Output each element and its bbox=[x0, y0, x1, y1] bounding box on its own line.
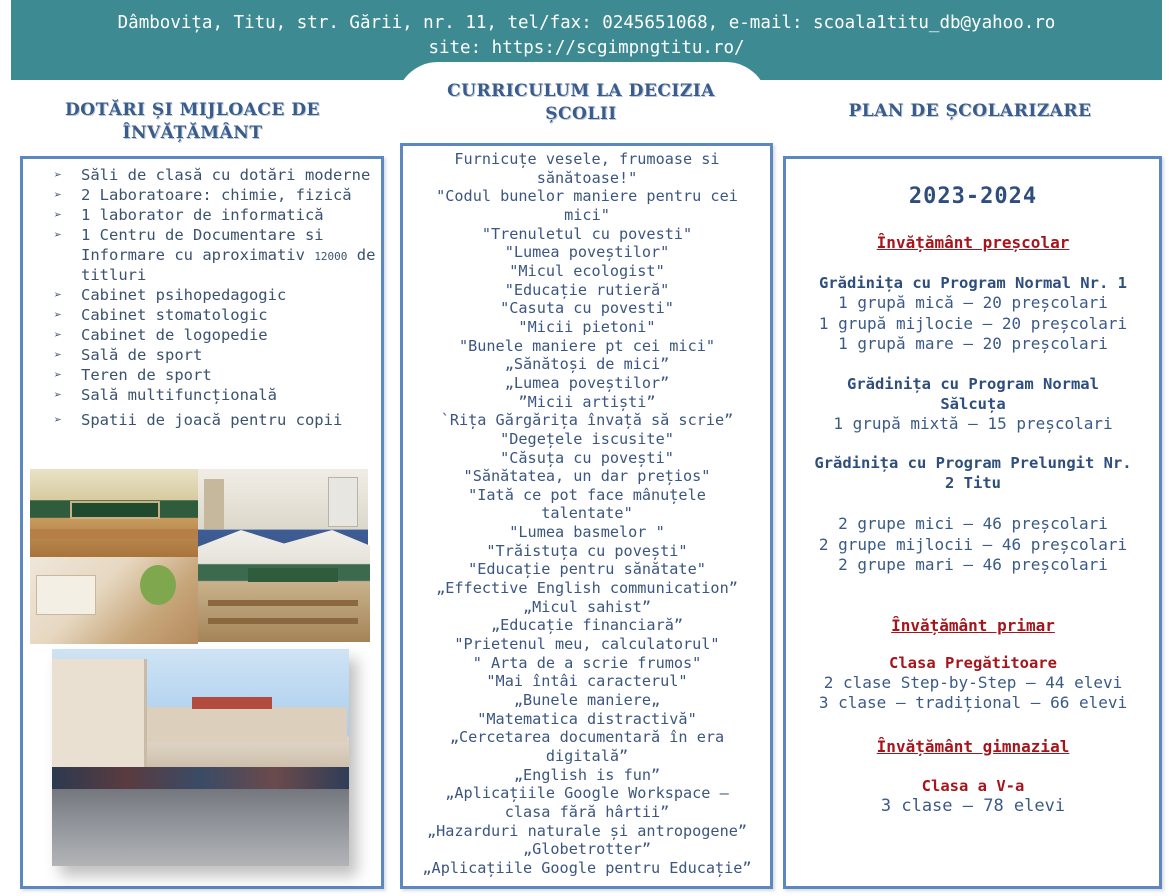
list-item: "Trăistuța cu povești" bbox=[486, 541, 688, 560]
list-item: mici" bbox=[564, 205, 610, 224]
arrow-bullet-icon: ➢ bbox=[54, 188, 62, 203]
arrow-bullet-icon: ➢ bbox=[54, 328, 62, 343]
list-item: „Sănătoși de mici” bbox=[504, 355, 670, 374]
group-line: 2 grupe mici – 46 preșcolari bbox=[838, 514, 1108, 533]
arrow-bullet-icon: ➢ bbox=[54, 208, 62, 223]
arrow-bullet-icon: ➢ bbox=[54, 412, 62, 428]
list-item: digitală” bbox=[545, 747, 629, 765]
arrow-bullet-icon: ➢ bbox=[54, 228, 62, 243]
curriculum-list bbox=[404, 150, 770, 878]
list-item: „Effective English communication” bbox=[436, 579, 738, 598]
arrow-bullet-icon: ➢ bbox=[54, 388, 62, 403]
list-item: „English is fun” bbox=[513, 765, 661, 784]
list-item: „Micul sahist” bbox=[522, 597, 651, 616]
school-year: 2023-2024 bbox=[908, 184, 1038, 209]
arrow-bullet-icon: ➢ bbox=[54, 168, 62, 183]
list-item: ➢ Cabinet stomatologic bbox=[54, 306, 268, 324]
list-item: talentate" bbox=[541, 504, 633, 523]
list-item: ➢ Săli de clasă cu dotări moderne bbox=[54, 166, 371, 184]
list-item: ➢ Sală de sport bbox=[54, 346, 203, 364]
list-item: "Micii pietoni" bbox=[518, 317, 656, 336]
list-item: `Rița Gărgărița învață să scrie” bbox=[440, 411, 734, 430]
list-item: Furnicuțe vesele, frumoase si bbox=[454, 150, 720, 168]
list-item: „Aplicațiile Google pentru Educație” bbox=[422, 858, 752, 877]
school-courtyard-photo bbox=[52, 649, 349, 866]
curriculum-title bbox=[400, 80, 762, 126]
list-item: "Codul bunelor maniere pentru cei bbox=[436, 187, 738, 206]
list-item: ➢ 1 Centru de Documentare si Informare cu aproximativ 12000 de titluri bbox=[54, 226, 376, 284]
facilities-list bbox=[54, 166, 379, 431]
facilities-title bbox=[30, 99, 355, 145]
gymnasium-heading: Învățământ gimnazial bbox=[876, 736, 1070, 756]
list-item: ➢ Cabinet de logopedie bbox=[54, 326, 268, 344]
list-item: "Micul ecologist" bbox=[509, 261, 665, 280]
list-item: "Educație rutieră" bbox=[504, 280, 670, 299]
list-item: "Educație pentru sănătate" bbox=[468, 560, 706, 579]
list-item: ➢ Sală multifuncțională bbox=[54, 386, 277, 404]
kindergarten-2-title: Grădinița cu Program Prelungit Nr. 2 Titu bbox=[814, 454, 1132, 492]
group-line: 1 grupă mică – 20 preșcolari bbox=[838, 293, 1108, 312]
list-item: "Lumea poveștilor" bbox=[504, 243, 670, 262]
list-item: ➢ 2 Laboratoare: chimie, fizică bbox=[54, 186, 352, 204]
titles-count: 12000 bbox=[314, 249, 348, 263]
curriculum-title-line1: CURRICULUM LA DECIZIA bbox=[447, 81, 715, 101]
primary-heading: Învățământ primar bbox=[891, 615, 1055, 635]
arrow-bullet-icon: ➢ bbox=[54, 348, 62, 363]
list-item: "Mai întâi caracterul" bbox=[486, 672, 688, 691]
fifth-grade-title: Clasa a V-a bbox=[921, 776, 1025, 795]
list-item: "Degețele iscusite" bbox=[500, 429, 674, 448]
list-item: "Trenuletul cu povesti" bbox=[481, 224, 693, 243]
class-line: 2 clase Step-by-Step – 44 elevi bbox=[823, 672, 1123, 692]
list-item: sănătoase!" bbox=[536, 168, 638, 187]
list-item: "Iată ce pot face mânuțele bbox=[468, 485, 706, 504]
list-item: ➢ Cabinet psihopedagogic bbox=[54, 286, 287, 304]
list-item: " Arta de a scrie frumos" bbox=[472, 653, 702, 672]
header-site-line: site: https://scgimpngtitu.ro/ bbox=[428, 38, 745, 58]
class-line: 3 clase – 78 elevi bbox=[880, 795, 1066, 816]
class-line: 3 clase – tradițional – 66 elevi bbox=[818, 693, 1128, 712]
group-line: 1 grupă mixtă – 15 preșcolari bbox=[833, 413, 1113, 433]
group-line: 1 grupă mare – 20 preșcolari bbox=[838, 334, 1108, 353]
preschool-heading: Învățământ preșcolar bbox=[876, 233, 1070, 252]
list-item: "Bunele maniere pt cei mici" bbox=[458, 336, 716, 355]
kindergarten-photo bbox=[30, 557, 198, 644]
facilities-title-line1: DOTĂRI ȘI MIJLOACE DE bbox=[65, 100, 320, 120]
list-item: "Sănătatea, un dar prețios" bbox=[463, 467, 711, 486]
list-item: ”Micii artiști” bbox=[518, 392, 656, 411]
plan-title: PLAN DE ȘCOLARIZARE bbox=[848, 101, 1092, 121]
arrow-bullet-icon: ➢ bbox=[54, 368, 62, 383]
list-item: „Lumea poveștilor” bbox=[504, 373, 670, 392]
list-item: „Globetrotter” bbox=[522, 840, 651, 859]
list-item: ➢ 1 laborator de informatică bbox=[54, 206, 324, 224]
list-item: „Bunele maniere„ bbox=[513, 691, 661, 710]
list-item: "Căsuța cu povești" bbox=[500, 448, 674, 467]
arrow-bullet-icon: ➢ bbox=[54, 288, 62, 303]
header-contact-line: Dâmbovița, Titu, str. Gării, nr. 11, tel/fax: 0245651068, e-mail: scoala1titu_db@yahoo.ro bbox=[117, 13, 1056, 33]
list-item: ➢ Spatii de joacă pentru copii bbox=[54, 410, 343, 429]
list-item: "Prietenul meu, calculatorul" bbox=[454, 635, 720, 654]
group-line: 1 grupă mijlocie – 20 preșcolari bbox=[818, 313, 1128, 333]
list-item: clasa fără hârtii” bbox=[504, 802, 670, 821]
classroom-photo bbox=[198, 530, 370, 642]
list-item: "Lumea basmelor " bbox=[509, 523, 665, 542]
list-item: „Educație financiară” bbox=[490, 616, 684, 635]
curriculum-title-line2: ȘCOLII bbox=[545, 104, 617, 124]
kindergarten-1-title: Grădinița cu Program Normal Nr. 1 bbox=[819, 274, 1127, 292]
preparatory-class-title: Clasa Pregătitoare bbox=[889, 653, 1057, 672]
kindergarten-salcuta-title: Grădinița cu Program Normal Sălcuța bbox=[847, 374, 1099, 413]
enrollment-plan bbox=[787, 160, 1159, 816]
classroom-photo bbox=[30, 469, 198, 557]
list-item: „Hazarduri naturale și antropogene” bbox=[426, 821, 748, 840]
group-line: 2 grupe mari – 46 preșcolari bbox=[838, 555, 1108, 574]
arrow-bullet-icon: ➢ bbox=[54, 308, 62, 323]
list-item: „Cercetarea documentară în era bbox=[449, 728, 725, 747]
list-item: "Casuta cu povesti" bbox=[500, 299, 674, 318]
list-item: ➢ Teren de sport bbox=[54, 366, 212, 384]
group-line: 2 grupe mijlocii – 46 preșcolari bbox=[818, 534, 1128, 554]
list-item: "Matematica distractivă" bbox=[477, 709, 697, 728]
facilities-title-line2: ÎNVĂȚĂMÂNT bbox=[122, 123, 263, 143]
list-item: „Aplicațiile Google Workspace – bbox=[445, 784, 729, 803]
